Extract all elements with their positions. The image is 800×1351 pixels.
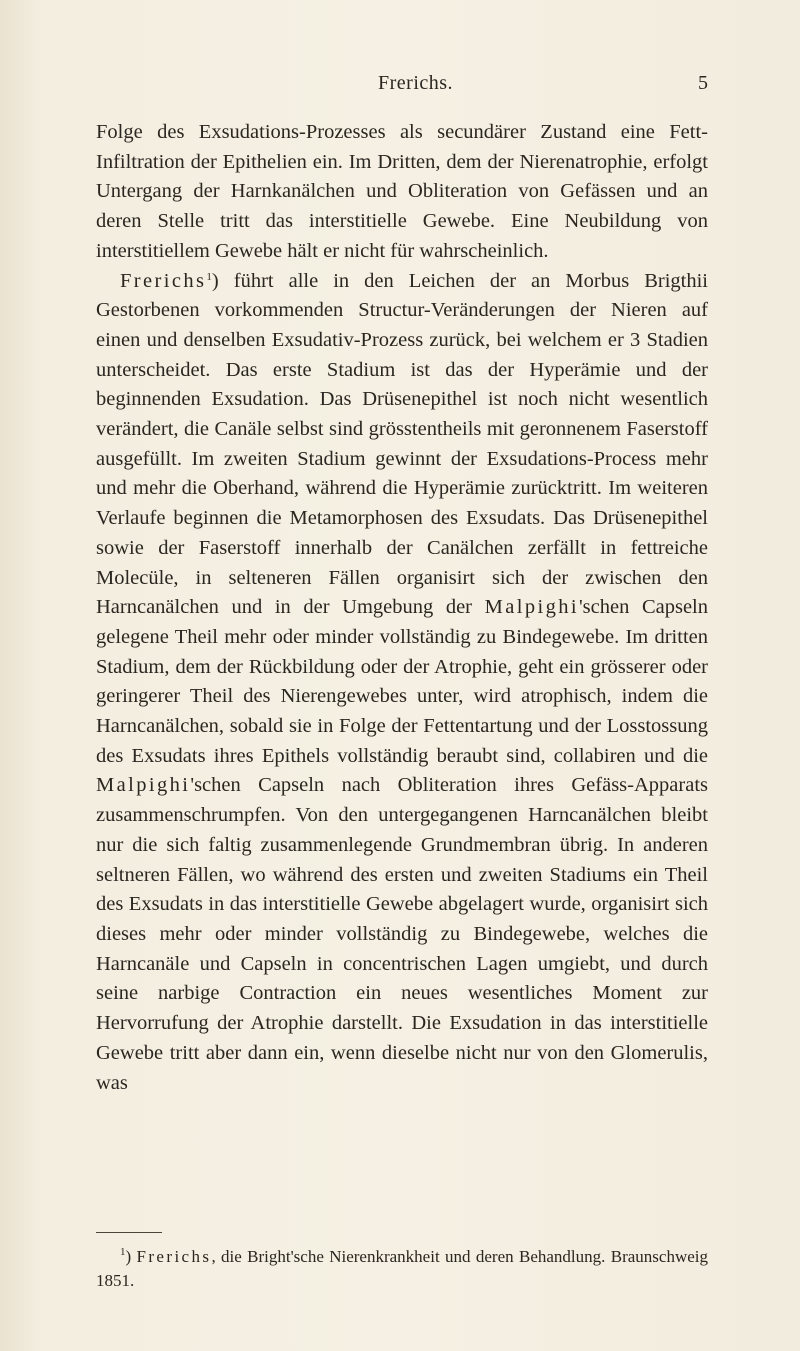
malpighi-name-1: Malpighi [484,596,579,619]
page-number: 5 [698,72,708,94]
footnote-ref: 1 [206,270,212,283]
footnotes [96,1245,708,1293]
footnote-item: $^1$) Frerichs, die Bright'sche Nierenkrankheit und deren Behandlung. Braunschweig 1851. [96,1246,708,1290]
paragraph-continuation: Folge des Exsudations-Prozesses als secundärer Zustand eine Fett-Infiltration der Epithelien ein. Im Dritten, dem der Nierenatrophie, erfolgt Untergang der Harnkanälchen und Obliteration von Gefässen und an deren Stelle tritt das interstitielle Gewebe. Eine Neubildung von interstitiellem Gewebe hält er nicht für wahrscheinlich. [96,121,708,262]
paragraph-text-c: 'schen Capseln nach Obliteration ihres Gefäss-Apparats zusammenschrumpfen. Von den untergegangenen Harncanälchen bleibt nur die sich faltig zusammenlegende Grundmembran übrig. In anderen seltneren Fällen, wo während des ersten und zweiten Stadiums ein Theil des Exsudats in das interstitielle Gewebe abgelagert wurde, organisirt sich dieses mehr oder minder vollständig zu Bindegewebe, welches die Harncanäle und Capseln in concentrischen Lagen umgiebt, und durch seine narbige Contraction ein neues wesentliches Moment zur Hervorrufung der Atrophie darstellt. Die Exsudation in das interstitielle Gewebe tritt aber dann ein, wenn dieselbe nicht nur von den Glomerulis, was [96,774,708,1094]
paragraph-text-a: ) führt alle in den Leichen der an Morbus Brigthii Gestorbenen vorkommenden Structur-Veränderungen der Nieren auf einen und denselben Exsudativ-Prozess zurück, bei welchem er 3 Stadien unterscheidet. Das erste Stadium ist das der Hyperämie und der beginnenden Exsudation. Das Drüsenepithel ist noch nicht wesentlich verändert, die Canäle selbst sind grösstentheils mit geronnenem Faserstoff ausgefüllt. Im zweiten Stadium gewinnt der Exsudations-Process mehr und mehr die Oberhand, während die Hyperämie zurücktritt. Im weiteren Verlaufe beginnen die Metamorphosen des Exsudats. Das Drüsenepithel sowie der Faserstoff innerhalb der Canälchen zerfällt in fettreiche Molecüle, in selteneren Fällen organisirt sich der zwischen den Harncanälchen und in der Umgebung der [96,269,708,619]
footnote-divider [96,1232,162,1233]
running-head [0,72,800,100]
paragraph-frerichs-stages [96,267,708,1099]
footnote-text: , die Bright'sche Nierenkrankheit und deren Behandlung. Braunschweig 1851. [96,1247,708,1290]
malpighi-name-2: Malpighi [96,774,191,797]
author-name: Frerichs [120,269,207,292]
footnote-marker: 1 [120,1246,126,1258]
footnote-author: Frerichs [136,1247,212,1266]
paragraph-text-b: 'schen Capseln gelegene Theil mehr oder minder vollständig zu Bindegewebe. Im dritten Stadium, dem der Rückbildung oder der Atrophie, geht ein grösserer oder geringerer Theil des Nierengewebes unter, wird atrophisch, indem die Harncanälchen, sobald sie in Folge der Fettentartung und der Losstossung des Exsudats ihres Epithels vollständig beraubt sind, collabiren und die [96,596,708,767]
body-text [96,118,708,1098]
running-title: Frerichs. [378,72,454,94]
